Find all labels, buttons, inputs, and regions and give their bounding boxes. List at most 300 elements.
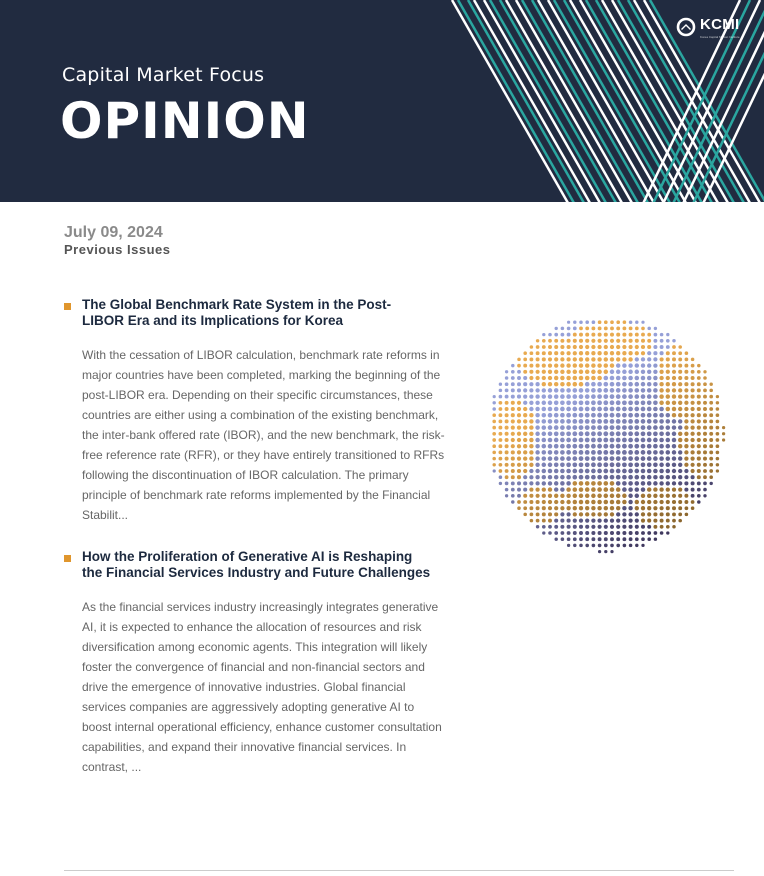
globe-dot xyxy=(635,487,640,492)
globe-dot xyxy=(641,519,645,523)
globe-dot xyxy=(610,450,615,455)
globe-dot xyxy=(697,395,701,399)
globe-dot xyxy=(641,487,646,492)
globe-dot xyxy=(703,463,707,467)
globe-dot xyxy=(616,475,621,480)
globe-dot xyxy=(709,407,713,411)
globe-dot xyxy=(535,444,539,448)
globe-dot xyxy=(511,488,515,492)
globe-dot xyxy=(610,500,615,505)
globe-dot xyxy=(585,494,590,499)
globe-dot xyxy=(597,376,602,381)
globe-dot xyxy=(585,506,589,510)
globe-dot xyxy=(554,382,558,386)
globe-dot xyxy=(598,333,602,337)
globe-dot xyxy=(697,438,701,442)
globe-dot xyxy=(523,425,527,429)
globe-dot xyxy=(635,357,639,361)
globe-dot xyxy=(579,388,584,393)
globe-dot xyxy=(498,450,502,454)
globe-dot xyxy=(535,481,539,485)
globe-dot xyxy=(560,370,564,374)
globe-dot xyxy=(572,431,577,436)
square-bullet-icon xyxy=(64,303,71,310)
globe-dot xyxy=(659,370,663,374)
globe-dot xyxy=(647,475,652,480)
dotted-globe-icon xyxy=(484,312,728,556)
globe-dot xyxy=(529,475,533,479)
globe-dot xyxy=(566,481,571,486)
globe-dot xyxy=(591,394,596,399)
globe-dot xyxy=(585,370,590,375)
globe-dot xyxy=(616,400,621,405)
globe-dot xyxy=(722,432,725,435)
globe-dot xyxy=(666,456,671,461)
globe-dot xyxy=(628,512,632,516)
globe-dot xyxy=(672,506,676,510)
globe-dot xyxy=(672,364,676,368)
globe-dot xyxy=(573,363,577,367)
globe-dot xyxy=(585,438,590,443)
globe-dot xyxy=(616,462,621,467)
globe-dot xyxy=(535,475,539,479)
globe-dot xyxy=(579,544,583,548)
globe-dot xyxy=(560,407,565,412)
globe-dot xyxy=(511,450,515,454)
globe-dot xyxy=(603,413,608,418)
globe-dot xyxy=(691,488,695,492)
globe-dot xyxy=(554,481,558,485)
globe-dot xyxy=(579,382,584,387)
globe-dot xyxy=(666,357,670,361)
globe-dot xyxy=(634,438,639,443)
globe-dot xyxy=(604,506,608,510)
globe-dot xyxy=(666,531,669,534)
globe-dot xyxy=(523,419,527,423)
globe-dot xyxy=(573,481,578,486)
globe-dot xyxy=(622,481,627,486)
globe-dot xyxy=(659,475,663,479)
globe-dot xyxy=(716,432,720,436)
globe-dot xyxy=(647,456,652,461)
globe-dot xyxy=(709,457,713,461)
globe-dot xyxy=(591,363,595,367)
globe-dot xyxy=(722,438,725,441)
globe-dot xyxy=(622,370,627,375)
globe-dot xyxy=(634,450,639,455)
globe-dot xyxy=(591,357,595,361)
globe-dot xyxy=(542,351,546,355)
globe-dot xyxy=(628,494,633,499)
globe-dot xyxy=(511,407,515,411)
globe-dot xyxy=(603,462,608,467)
globe-dot xyxy=(591,456,596,461)
globe-dot xyxy=(548,394,553,399)
kcmi-logo[interactable] xyxy=(676,15,740,39)
article-title-line: LIBOR Era and its Implications for Korea xyxy=(82,313,344,328)
globe-dot xyxy=(573,519,577,523)
globe-dot xyxy=(635,537,639,541)
globe-dot xyxy=(697,376,701,380)
globe-dot xyxy=(579,512,583,516)
globe-dot xyxy=(585,444,590,449)
globe-dot xyxy=(610,506,614,510)
globe-dot xyxy=(597,357,601,361)
globe-dot xyxy=(567,333,571,337)
globe-dot xyxy=(616,500,620,504)
globe-dot xyxy=(554,419,559,424)
globe-dot xyxy=(505,438,509,442)
globe-dot xyxy=(554,456,559,461)
globe-dot xyxy=(622,537,626,541)
globe-dot xyxy=(660,333,664,337)
globe-dot xyxy=(604,351,608,355)
globe-dot xyxy=(523,438,527,442)
globe-dot xyxy=(697,475,701,479)
globe-dot xyxy=(622,525,626,529)
globe-dot xyxy=(709,475,713,479)
globe-dot xyxy=(647,363,651,367)
globe-dot xyxy=(499,407,503,411)
globe-dot xyxy=(647,469,652,474)
globe-dot xyxy=(604,500,609,505)
globe-dot xyxy=(505,444,509,448)
globe-dot xyxy=(529,488,533,492)
globe-dot xyxy=(660,506,664,510)
globe-dot xyxy=(579,475,584,480)
globe-dot xyxy=(511,364,514,367)
globe-dot xyxy=(703,419,707,423)
article-title-link[interactable] xyxy=(82,297,448,329)
globe-dot xyxy=(579,339,583,343)
globe-dot xyxy=(604,320,608,324)
globe-dot xyxy=(511,401,515,405)
globe-dot xyxy=(505,389,509,393)
globe-dot xyxy=(685,513,689,517)
globe-dot xyxy=(560,400,565,405)
globe-dot xyxy=(573,506,577,510)
globe-dot xyxy=(573,382,578,387)
globe-dot xyxy=(622,345,626,349)
article-title-line: How the Proliferation of Generative AI is Reshaping xyxy=(82,549,413,564)
globe-dot xyxy=(579,450,584,455)
globe-dot xyxy=(561,333,565,337)
globe-dot xyxy=(641,357,645,361)
globe-dot xyxy=(672,407,676,411)
globe-dot xyxy=(666,345,670,349)
globe-dot xyxy=(635,506,639,510)
globe-dot xyxy=(703,401,707,405)
globe-dot xyxy=(603,481,608,486)
globe-dot xyxy=(517,457,521,461)
globe-dot xyxy=(542,531,545,534)
globe-dot xyxy=(548,413,553,418)
globe-dot xyxy=(641,363,645,367)
globe-dot xyxy=(622,456,627,461)
globe-dot xyxy=(697,481,701,485)
globe-dot xyxy=(722,426,725,429)
globe-dot xyxy=(709,444,713,448)
globe-dot xyxy=(517,407,521,411)
globe-dot xyxy=(548,425,553,430)
globe-dot xyxy=(542,339,546,343)
globe-dot xyxy=(591,351,595,355)
globe-dot xyxy=(653,444,658,449)
globe-dot xyxy=(585,351,589,355)
globe-dot xyxy=(678,425,682,429)
globe-dot xyxy=(566,388,571,393)
globe-dot xyxy=(517,475,521,479)
globe-dot xyxy=(554,370,558,374)
globe-dot xyxy=(610,425,615,430)
globe-dot xyxy=(542,525,546,529)
globe-dot xyxy=(659,500,663,504)
globe-dot xyxy=(566,394,571,399)
globe-dot xyxy=(591,407,596,412)
globe-dot xyxy=(603,382,608,387)
globe-dot xyxy=(603,425,608,430)
globe-dot xyxy=(709,463,713,467)
globe-dot xyxy=(610,407,615,412)
globe-dot xyxy=(597,456,602,461)
globe-dot xyxy=(529,425,533,429)
globe-dot xyxy=(498,432,502,436)
globe-dot xyxy=(610,388,615,393)
globe-dot xyxy=(684,475,688,479)
globe-dot xyxy=(523,370,527,374)
globe-dot xyxy=(567,345,571,349)
globe-dot xyxy=(622,363,626,367)
globe-dot xyxy=(653,431,658,436)
globe-dot xyxy=(635,376,640,381)
globe-dot xyxy=(678,481,682,485)
globe-dot xyxy=(542,394,546,398)
globe-dot xyxy=(672,456,676,460)
globe-dot xyxy=(672,357,676,361)
globe-dot xyxy=(709,432,713,436)
globe-dot xyxy=(653,345,657,349)
globe-dot xyxy=(498,438,502,442)
globe-dot xyxy=(641,400,646,405)
globe-dot xyxy=(635,494,639,498)
globe-dot xyxy=(585,345,589,349)
globe-dot xyxy=(554,413,559,418)
globe-dot xyxy=(529,382,533,386)
globe-dot xyxy=(597,400,602,405)
globe-dot xyxy=(691,382,695,386)
globe-dot xyxy=(548,351,552,355)
globe-dot xyxy=(523,358,527,362)
globe-dot xyxy=(579,419,584,424)
globe-dot xyxy=(703,395,707,399)
globe-dot xyxy=(505,376,509,380)
globe-dot xyxy=(492,401,495,404)
globe-dot xyxy=(511,432,515,436)
globe-dot xyxy=(542,419,547,424)
globe-dot xyxy=(573,531,577,535)
globe-dot xyxy=(529,413,533,417)
globe-dot xyxy=(536,500,540,504)
globe-dot xyxy=(511,457,515,461)
globe-dot xyxy=(678,364,682,368)
globe-dot xyxy=(603,394,608,399)
globe-dot xyxy=(610,469,615,474)
globe-dot xyxy=(492,426,496,430)
globe-dot xyxy=(604,339,608,343)
globe-dot xyxy=(517,444,521,448)
globe-dot xyxy=(635,544,638,547)
globe-dot xyxy=(690,432,694,436)
globe-dot xyxy=(566,438,571,443)
globe-dot xyxy=(554,506,558,510)
globe-dot xyxy=(585,469,590,474)
globe-dot xyxy=(567,531,571,535)
globe-dot xyxy=(610,481,615,486)
globe-dot xyxy=(716,438,720,442)
globe-dot xyxy=(616,525,620,529)
globe-dot xyxy=(635,363,639,367)
issue-date: July 09, 2024 xyxy=(64,224,163,241)
globe-dot xyxy=(641,376,646,381)
globe-dot xyxy=(560,500,564,504)
globe-dot xyxy=(523,456,527,460)
globe-dot xyxy=(628,388,633,393)
globe-dot xyxy=(697,432,701,436)
globe-dot xyxy=(678,519,682,523)
globe-dot xyxy=(659,419,664,424)
globe-dot xyxy=(579,320,583,324)
globe-dot xyxy=(498,413,502,417)
globe-dot xyxy=(616,351,620,355)
globe-dot xyxy=(554,388,559,393)
globe-dot xyxy=(647,494,651,498)
globe-dot xyxy=(591,431,596,436)
globe-dot xyxy=(672,500,676,504)
previous-issues-link[interactable]: Previous Issues xyxy=(64,242,171,257)
globe-dot xyxy=(641,382,646,387)
globe-dot xyxy=(511,444,515,448)
globe-dot xyxy=(647,413,652,418)
globe-dot xyxy=(716,395,719,398)
globe-dot xyxy=(535,425,539,429)
globe-dot xyxy=(635,327,639,331)
globe-dot xyxy=(566,450,571,455)
globe-dot xyxy=(573,544,576,547)
globe-dot xyxy=(622,400,627,405)
globe-dot xyxy=(566,431,571,436)
globe-dot xyxy=(716,451,720,455)
globe-dot xyxy=(554,500,558,504)
globe-dot xyxy=(616,537,620,541)
globe-dot xyxy=(666,481,670,485)
globe-dot xyxy=(554,363,558,367)
globe-dot xyxy=(566,462,571,467)
globe-dot xyxy=(560,525,564,529)
globe-dot xyxy=(659,450,664,455)
globe-dot xyxy=(573,512,577,516)
globe-dot xyxy=(716,463,719,466)
globe-dot xyxy=(610,363,614,367)
globe-dot xyxy=(647,481,652,486)
globe-dot xyxy=(591,326,595,330)
globe-dot xyxy=(684,401,688,405)
globe-dot xyxy=(591,450,596,455)
globe-dot xyxy=(585,357,589,361)
globe-dot xyxy=(585,333,589,337)
globe-dot xyxy=(622,450,627,455)
globe-dot xyxy=(536,339,539,342)
globe-dot xyxy=(691,358,695,362)
globe-dot xyxy=(647,394,652,399)
globe-dot xyxy=(591,494,596,499)
globe-dot xyxy=(678,419,682,423)
globe-dot xyxy=(697,419,701,423)
globe-dot xyxy=(691,457,695,461)
globe-dot xyxy=(554,469,559,474)
globe-dot xyxy=(499,401,503,405)
globe-dot xyxy=(635,351,639,355)
globe-dot xyxy=(684,407,688,411)
globe-dot xyxy=(684,456,688,460)
globe-dot xyxy=(536,506,540,510)
globe-dot xyxy=(641,413,646,418)
globe-dot xyxy=(610,333,614,337)
globe-dot xyxy=(529,481,533,485)
globe-dot xyxy=(542,481,546,485)
globe-dot xyxy=(684,444,688,448)
globe-dot xyxy=(604,544,608,548)
globe-dot xyxy=(672,487,676,491)
footer-divider xyxy=(64,870,734,871)
globe-dot xyxy=(579,407,584,412)
globe-dot xyxy=(703,494,706,497)
globe-dot xyxy=(517,438,521,442)
globe-dot xyxy=(579,425,584,430)
globe-dot xyxy=(610,475,615,480)
globe-dot xyxy=(567,544,570,547)
globe-dot xyxy=(603,431,608,436)
globe-dot xyxy=(678,345,682,349)
globe-dot xyxy=(610,494,615,499)
globe-dot xyxy=(579,370,584,375)
globe-dot xyxy=(566,444,571,449)
globe-dot xyxy=(629,519,633,523)
globe-dot xyxy=(616,438,621,443)
globe-dot xyxy=(641,370,645,374)
globe-dot xyxy=(697,370,701,374)
globe-dot xyxy=(672,512,676,516)
globe-dot xyxy=(703,426,707,430)
globe-dot xyxy=(523,444,527,448)
globe-dot xyxy=(523,463,527,467)
globe-dot xyxy=(560,444,565,449)
globe-dot xyxy=(560,419,565,424)
globe-dot xyxy=(616,494,621,499)
globe-dot xyxy=(672,519,676,523)
globe-dot xyxy=(585,525,589,529)
globe-dot xyxy=(597,345,601,349)
globe-dot xyxy=(647,333,651,337)
globe-dot xyxy=(684,419,688,423)
globe-dot xyxy=(616,413,621,418)
globe-dot xyxy=(603,438,608,443)
globe-dot xyxy=(653,463,658,468)
globe-dot xyxy=(610,544,614,548)
globe-dot xyxy=(591,339,595,343)
globe-dot xyxy=(684,450,688,454)
article-title-link[interactable] xyxy=(82,549,448,581)
globe-dot xyxy=(523,506,527,510)
